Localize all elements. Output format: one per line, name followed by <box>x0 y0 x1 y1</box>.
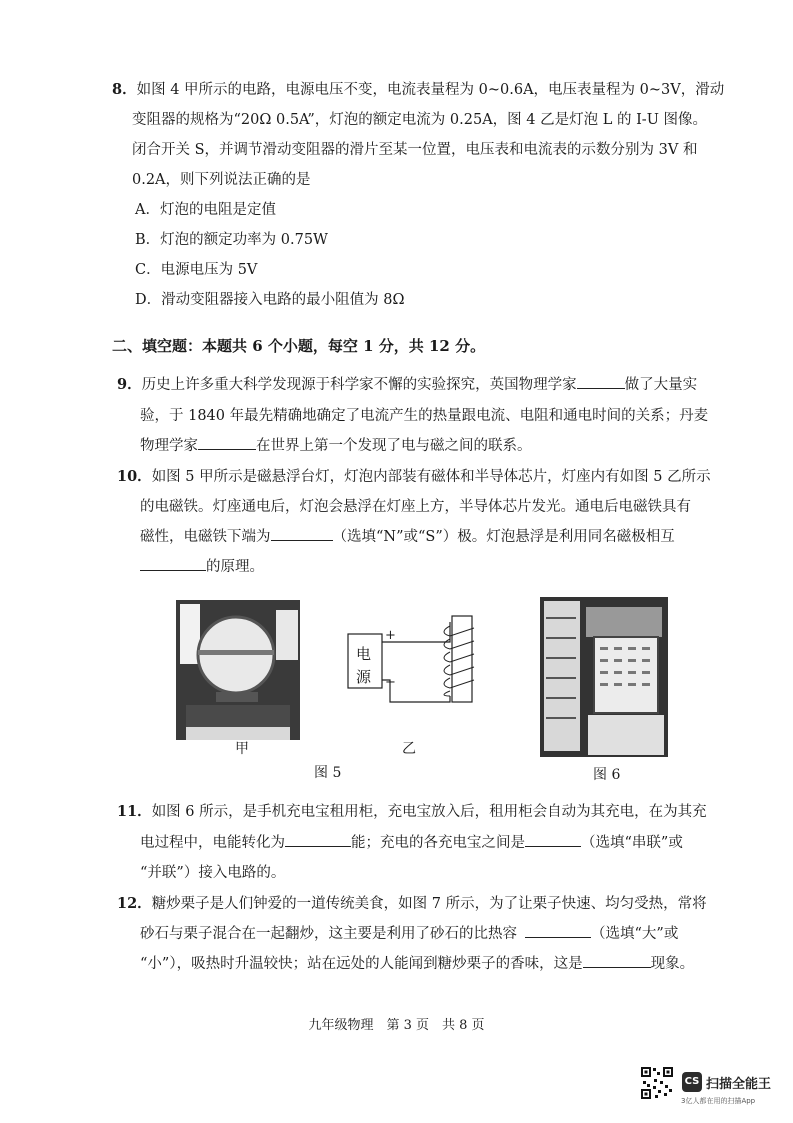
page-footer: 九年级物理 第 3 页 共 8 页 <box>308 1018 485 1033</box>
q9-line-1: 9．历史上许多重大科学发现源于科学家不懈的实验探究，英国物理学家 做了大量实 <box>117 376 698 393</box>
q11-line-1: 11．如图 6 所示，是手机充电宝租用柜，充电宝放入后，租用柜会自动为其充电，在为其充 <box>117 803 707 820</box>
figure-5-jia-photo <box>176 600 300 740</box>
q9-line-3: 物理学家 在世界上第一个发现了电与磁之间的联系。 <box>140 434 532 455</box>
q10-line-4: 的原理。 <box>140 555 264 576</box>
q8-option-a: A．灯泡的电阻是定值 <box>135 202 276 218</box>
q8-line-2: 变阻器的规格为“20Ω 0.5A”，灯泡的额定电流为 0.25A，图 4 乙是灯泡 L 的 I-U 图像。 <box>132 112 708 128</box>
q11-number: 11． <box>117 803 152 820</box>
qr-code-icon <box>640 1066 674 1100</box>
q9-number: 9． <box>117 376 142 393</box>
q11-line-2: 电过程中，电能转化为 能；充电的各充电宝之间是 （选填“串联”或 <box>140 831 683 852</box>
watermark-app-name: 扫描全能王 <box>706 1077 772 1092</box>
q9-line-2: 验，于 1840 年最先精确地确定了电流产生的热量跟电流、电阻和通电时间的关系；丹麦 <box>140 408 709 424</box>
answer-blank[interactable] <box>525 832 581 847</box>
q12-number: 12． <box>117 895 152 912</box>
minus-sign: − <box>385 675 396 690</box>
q8-option-d: D．滑动变阻器接入电路的最小阻值为 8Ω <box>135 292 405 308</box>
answer-blank[interactable] <box>525 923 591 938</box>
q8-number: 8． <box>112 81 137 98</box>
q10-line-3: 磁性，电磁铁下端为 （选填“N”或“S”）极。灯泡悬浮是利用同名磁极相互 <box>140 525 675 546</box>
power-source-label-2: 源 <box>356 668 372 686</box>
answer-blank[interactable] <box>583 953 651 968</box>
plus-sign: + <box>385 628 396 643</box>
figure-6-caption: 图 6 <box>593 767 621 783</box>
camscanner-logo-icon: CS <box>682 1072 702 1092</box>
q10-line-1: 10．如图 5 甲所示是磁悬浮台灯，灯泡内部装有磁体和半导体芯片，灯座内有如图 5 乙所示 <box>117 468 711 485</box>
figure-6-photo <box>540 597 668 757</box>
q8-line-3: 闭合开关 S，并调节滑动变阻器的滑片至某一位置，电压表和电流表的示数分别为 3V 和 <box>132 142 698 158</box>
figure-5-yi-label: 乙 <box>402 741 416 757</box>
section-heading: 二、填空题：本题共 6 个小题，每空 1 分，共 12 分。 <box>112 337 486 355</box>
answer-blank[interactable] <box>198 435 256 450</box>
q8-option-b: B．灯泡的额定功率为 0.75W <box>135 232 328 248</box>
q10-number: 10． <box>117 468 152 485</box>
q8-option-c: C．电源电压为 5V <box>135 262 258 278</box>
figure-5-jia-label: 甲 <box>235 741 249 757</box>
q12-line-3: “小”），吸热时升温较快；站在远处的人能闻到糖炒栗子的香味，这是 现象。 <box>140 952 694 973</box>
power-source-label-1: 电 <box>356 645 372 663</box>
watermark-tagline: 3亿人都在用的扫描App <box>681 1097 756 1105</box>
q10-line-2: 的电磁铁。灯座通电后，灯泡会悬浮在灯座上方，半导体芯片发光。通电后电磁铁具有 <box>140 499 691 515</box>
q12-line-2: 砂石与栗子混合在一起翻炒，这主要是利用了砂石的比热容 （选填“大”或 <box>140 922 678 943</box>
q8-line-1: 8．如图 4 甲所示的电路，电源电压不变，电流表量程为 0~0.6A，电压表量程为 0~3V，滑动 <box>112 81 725 98</box>
answer-blank[interactable] <box>271 526 333 541</box>
q12-line-1: 12．糖炒栗子是人们钟爱的一道传统美食，如图 7 所示，为了让栗子快速、均匀受热，常将 <box>117 895 707 912</box>
answer-blank[interactable] <box>285 832 351 847</box>
q8-line-4: 0.2A，则下列说法正确的是 <box>132 172 311 188</box>
answer-blank[interactable] <box>140 556 206 571</box>
answer-blank[interactable] <box>577 374 625 389</box>
figure-5-caption: 图 5 <box>314 765 342 781</box>
q11-line-3: “并联”）接入电路的。 <box>140 865 286 881</box>
